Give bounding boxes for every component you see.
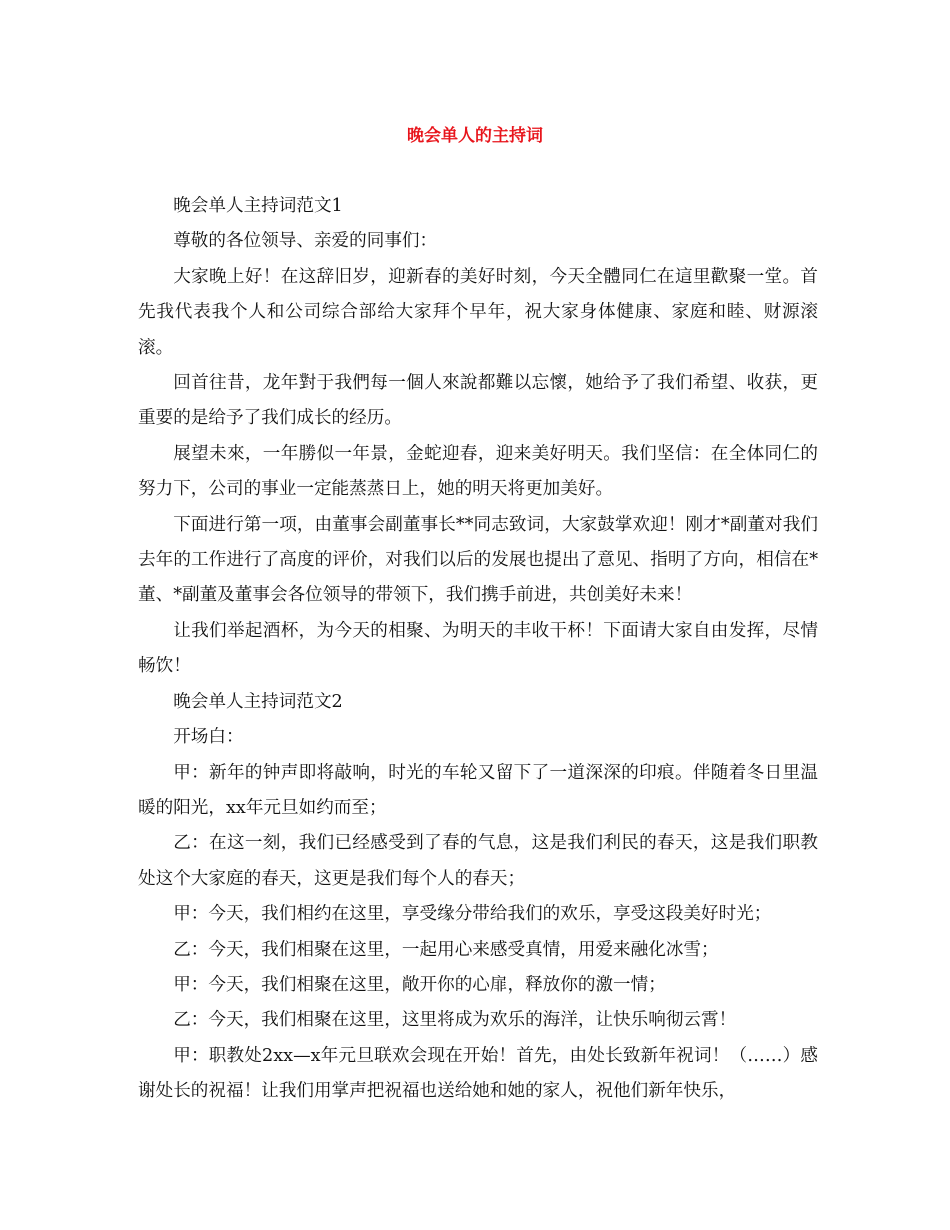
paragraph-salutation: 尊敬的各位领导、亲爱的同事们： [173, 231, 438, 252]
paragraph-section-heading-1: 晚会单人主持词范文1 [173, 196, 343, 216]
paragraph-dialogue: 甲：今天，我们相聚在这里，敞开你的心扉，释放你的激一情； [173, 974, 666, 995]
paragraph-dialogue: 甲：职教处2xx—x年元旦联欢会现在开始！首先，由处长致新年祝词！（……）感谢处长的祝福！让我们用掌声把祝福也送给她和她的家人，祝他们新年快乐， [138, 1045, 818, 1102]
paragraph-dialogue: 乙：今天，我们相聚在这里，这里将成为欢乐的海洋，让快乐响彻云霄！ [173, 1010, 737, 1031]
paragraph: 下面进行第一项，由董事会副董事长**同志致词，大家鼓掌欢迎！刚才*副董对我们去年的工作进行了高度的评价，对我们以后的发展也提出了意见、指明了方向，相信在*董、*副董及董事会各位领导的带领下，我们携手前进，共创美好未来！ [138, 514, 818, 606]
document-title: 晚会单人的主持词 [407, 126, 543, 146]
paragraph: 回首往昔，龙年對于我們每一個人來說都難以忘懷，她给予了我们希望、收获，更重要的是给予了我们成长的经历。 [138, 373, 818, 429]
paragraph-opening-label: 开场白： [173, 727, 244, 748]
paragraph: 大家晚上好！在这辞旧岁，迎新春的美好时刻，今天全體同仁在這里歡聚一堂。首先我代表我个人和公司综合部给大家拜个早年，祝大家身体健康、家庭和睦、财源滚滚。 [138, 266, 818, 358]
paragraph-dialogue: 乙：在这一刻，我们已经感受到了春的气息，这是我们利民的春天，这是我们职教处这个大家庭的春天，这更是我们每个人的春天； [138, 833, 818, 889]
paragraph: 展望未來，一年勝似一年景，金蛇迎春，迎来美好明天。我们坚信：在全体同仁的努力下，公司的事业一定能蒸蒸日上，她的明天将更加美好。 [138, 443, 818, 500]
paragraph-section-heading-2: 晚会单人主持词范文2 [173, 691, 343, 712]
paragraph-dialogue: 甲：今天，我们相约在这里，享受缘分带给我们的欢乐，享受这段美好时光； [173, 904, 772, 925]
paragraph-dialogue: 乙：今天，我们相聚在这里，一起用心来感受真情，用爱来融化冰雪； [173, 939, 719, 960]
paragraph: 让我们举起酒杯，为今天的相聚、为明天的丰收干杯！下面请大家自由发挥，尽情畅饮！ [138, 620, 818, 677]
paragraph-dialogue: 甲：新年的钟声即将敲响，时光的车轮又留下了一道深深的印痕。伴随着冬日里温暖的阳光，xx年元旦如约而至； [138, 762, 818, 818]
document-body [138, 189, 818, 1110]
